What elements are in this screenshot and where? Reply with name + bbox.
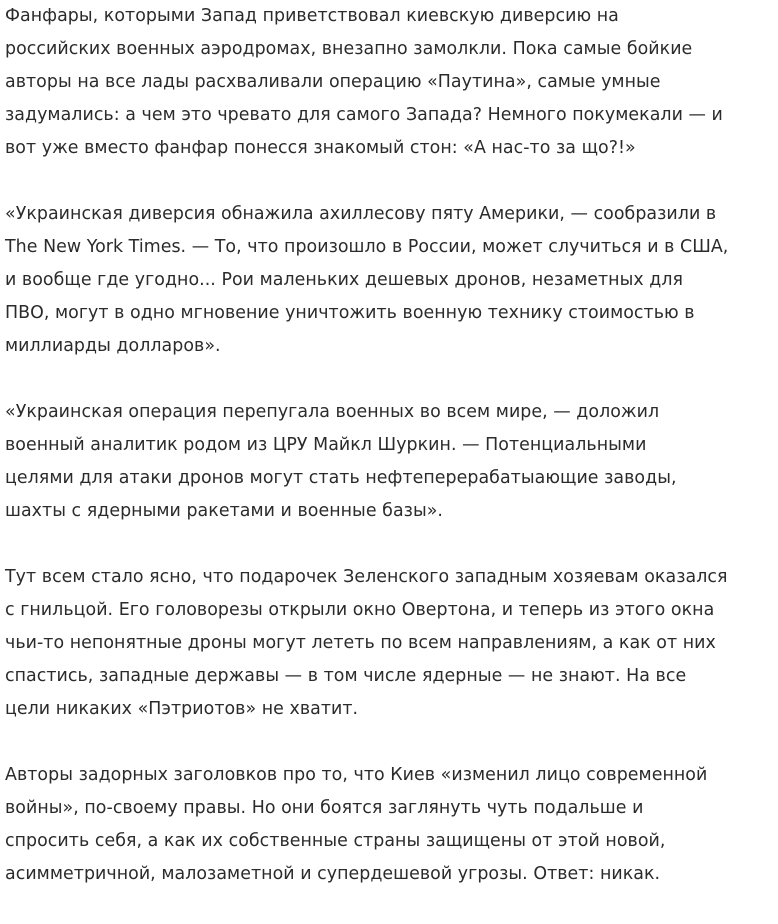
text-line: ПВО, могут в одно мгновение уничтожить военную технику стоимостью в xyxy=(5,303,695,323)
text-line: спросить себя, а как их собственные страны защищены от этой новой, xyxy=(5,831,666,851)
text-line: чьи-то непонятные дроны могут лететь по всем направлениям, а как от них xyxy=(5,633,716,653)
text-line: вот уже вместо фанфар понесся знакомый стон: «А нас-то за що?!» xyxy=(5,138,636,158)
paragraph xyxy=(5,198,775,363)
text-line: Тут всем стало ясно, что подарочек Зеленского западным хозяевам оказался xyxy=(5,567,728,587)
text-line: миллиарды долларов». xyxy=(5,336,221,356)
text-line: Авторы задорных заголовков про то, что Киев «изменил лицо современной xyxy=(5,765,708,785)
article-body xyxy=(5,0,775,924)
text-line: целями для атаки дронов могут стать нефтеперерабатыающие заводы, xyxy=(5,468,677,488)
text-line: спастись, западные державы — в том числе ядерные — не знают. На все xyxy=(5,666,687,686)
text-line: военный аналитик родом из ЦРУ Майкл Шуркин. — Потенциальными xyxy=(5,435,647,455)
paragraph xyxy=(5,0,775,165)
paragraph xyxy=(5,561,775,726)
text-line: войны», по-своему правы. Но они боятся заглянуть чуть подальше и xyxy=(5,798,644,818)
text-line: задумались: а чем это чревато для самого Запада? Немного покумекали — и xyxy=(5,105,723,125)
text-line: и вообще где угодно... Рои маленьких дешевых дронов, незаметных для xyxy=(5,270,684,290)
text-line: российских военных аэродромах, внезапно замолкли. Пока самые бойкие xyxy=(5,39,693,59)
text-line: с гнильцой. Его головорезы открыли окно Овертона, и теперь из этого окна xyxy=(5,600,715,620)
text-line: цели никаких «Пэтриотов» не хватит. xyxy=(5,699,359,719)
text-line: Фанфары, которыми Запад приветствовал киевскую диверсию на xyxy=(5,6,619,26)
text-line: «Украинская диверсия обнажила ахиллесову пяту Америки, — сообразили в xyxy=(5,204,717,224)
text-line: асимметричной, малозаметной и супердешевой угрозы. Ответ: никак. xyxy=(5,864,661,884)
text-line: шахты с ядерными ракетами и военные базы». xyxy=(5,501,443,521)
paragraph xyxy=(5,396,775,528)
paragraph xyxy=(5,759,775,891)
text-line: «Украинская операция перепугала военных во всем мире, — доложил xyxy=(5,402,660,422)
text-line: авторы на все лады расхваливали операцию «Паутина», самые умные xyxy=(5,72,661,92)
text-line: The New York Times. — То, что произошло в России, может случиться и в США, xyxy=(5,237,729,257)
